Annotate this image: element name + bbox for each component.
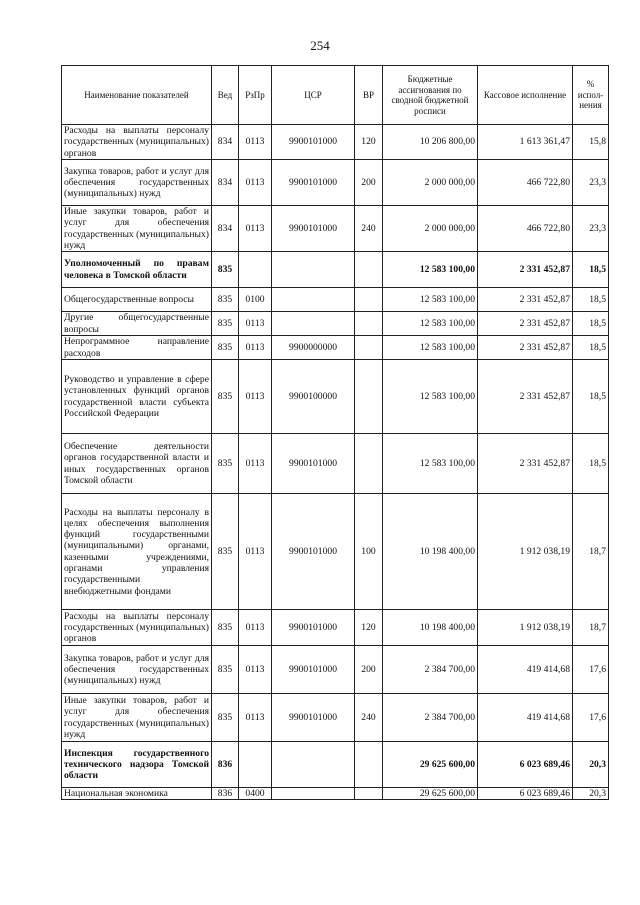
row-rzpr: 0113 [239,494,272,610]
page-number: 254 [310,38,330,53]
row-vr [355,288,383,312]
table-row [62,494,609,610]
row-assign: 12 583 100,00 [383,336,478,360]
row-ved: 835 [212,252,239,288]
row-ved: 835 [212,646,239,694]
row-rzpr: 0113 [239,160,272,206]
table-row [62,125,609,160]
row-cash: 2 331 452,87 [478,336,573,360]
row-name: Уполномоченный по правам человека в Томской области [62,252,212,288]
row-csr [272,288,355,312]
row-csr [272,788,355,800]
row-name: Закупка товаров, работ и услуг для обеспечения государственных (муниципальных) нужд [62,160,212,206]
header-ved: Вед [212,66,239,125]
header-cash: Кассовое исполнение [478,66,573,125]
row-csr: 9900101000 [272,206,355,252]
row-assign: 12 583 100,00 [383,252,478,288]
row-vr: 200 [355,160,383,206]
header-assign: Бюджетные ассигнования по сводной бюджетной росписи [383,66,478,125]
table-row [62,360,609,434]
table-row [62,160,609,206]
header-csr: ЦСР [272,66,355,125]
row-name: Закупка товаров, работ и услуг для обеспечения государственных (муниципальных) нужд [62,646,212,694]
row-pct: 17,6 [573,694,609,742]
row-name: Иные закупки товаров, работ и услуг для обеспечения государственных (муниципальных) нужд [62,206,212,252]
row-pct: 23,3 [573,206,609,252]
row-vr: 200 [355,646,383,694]
row-ved: 835 [212,694,239,742]
table-row [62,252,609,288]
table-row [62,206,609,252]
row-ved: 835 [212,434,239,494]
row-cash: 2 331 452,87 [478,288,573,312]
row-pct: 17,6 [573,646,609,694]
row-assign: 12 583 100,00 [383,360,478,434]
table-row [62,288,609,312]
row-ved: 835 [212,336,239,360]
row-ved: 835 [212,360,239,434]
row-name: Расходы на выплаты персоналу государственных (муниципальных) органов [62,125,212,160]
row-pct: 18,7 [573,494,609,610]
row-name: Общегосударственные вопросы [62,288,212,312]
row-name: Руководство и управление в сфере установленных функций органов государственной власти субъекта Российской Федерации [62,360,212,434]
row-rzpr: 0113 [239,610,272,646]
row-pct: 18,5 [573,312,609,336]
row-vr [355,434,383,494]
row-rzpr: 0113 [239,206,272,252]
row-ved: 834 [212,206,239,252]
row-pct: 18,5 [573,336,609,360]
row-cash: 2 331 452,87 [478,434,573,494]
row-assign: 10 206 800,00 [383,125,478,160]
table-row [62,336,609,360]
row-name: Национальная экономика [62,788,212,800]
header-pct: % испол-нения [573,66,609,125]
row-pct: 18,5 [573,360,609,434]
row-cash: 1 912 038,19 [478,610,573,646]
row-vr [355,788,383,800]
row-assign: 12 583 100,00 [383,288,478,312]
row-csr [272,742,355,788]
row-csr: 9900101000 [272,610,355,646]
row-rzpr: 0113 [239,336,272,360]
row-ved: 835 [212,494,239,610]
row-cash: 6 023 689,46 [478,788,573,800]
header-name: Наименование показателей [62,66,212,125]
row-assign: 29 625 600,00 [383,742,478,788]
row-rzpr: 0400 [239,788,272,800]
row-csr: 9900101000 [272,125,355,160]
row-vr: 120 [355,610,383,646]
table-row [62,646,609,694]
header-vr: ВР [355,66,383,125]
budget-table [61,65,609,800]
row-name: Расходы на выплаты персоналу государственных (муниципальных) органов [62,610,212,646]
row-name: Инспекция государственного технического надзора Томской области [62,742,212,788]
row-vr [355,360,383,434]
row-cash: 6 023 689,46 [478,742,573,788]
row-cash: 466 722,80 [478,206,573,252]
row-assign: 2 000 000,00 [383,160,478,206]
row-vr: 240 [355,206,383,252]
row-csr: 9900101000 [272,494,355,610]
row-pct: 20,3 [573,742,609,788]
row-cash: 1 613 361,47 [478,125,573,160]
row-pct: 18,5 [573,434,609,494]
row-vr: 100 [355,494,383,610]
row-cash: 419 414,68 [478,694,573,742]
row-assign: 29 625 600,00 [383,788,478,800]
row-csr: 9900100000 [272,360,355,434]
row-cash: 2 331 452,87 [478,360,573,434]
row-ved: 836 [212,742,239,788]
row-vr [355,336,383,360]
row-cash: 466 722,80 [478,160,573,206]
row-rzpr: 0100 [239,288,272,312]
row-csr: 9900101000 [272,434,355,494]
header-rzpr: РзПр [239,66,272,125]
row-pct: 18,5 [573,252,609,288]
row-cash: 2 331 452,87 [478,252,573,288]
row-rzpr: 0113 [239,434,272,494]
row-assign: 10 198 400,00 [383,610,478,646]
row-csr: 9900101000 [272,160,355,206]
row-cash: 1 912 038,19 [478,494,573,610]
row-pct: 18,5 [573,288,609,312]
row-assign: 12 583 100,00 [383,434,478,494]
row-pct: 15,8 [573,125,609,160]
row-ved: 834 [212,160,239,206]
row-csr [272,312,355,336]
row-vr: 240 [355,694,383,742]
row-csr: 9900101000 [272,646,355,694]
row-vr [355,742,383,788]
row-vr [355,312,383,336]
table-row [62,434,609,494]
table-header [62,66,609,125]
row-rzpr: 0113 [239,646,272,694]
row-pct: 18,7 [573,610,609,646]
row-name: Иные закупки товаров, работ и услуг для обеспечения государственных (муниципальных) нужд [62,694,212,742]
table-row [62,312,609,336]
table-row [62,610,609,646]
table-row [62,742,609,788]
row-ved: 835 [212,312,239,336]
row-vr [355,252,383,288]
row-assign: 2 384 700,00 [383,694,478,742]
table-body [62,125,609,800]
row-ved: 834 [212,125,239,160]
row-pct: 23,3 [573,160,609,206]
row-name: Другие общегосударственные вопросы [62,312,212,336]
row-ved: 836 [212,788,239,800]
row-csr [272,252,355,288]
row-rzpr [239,742,272,788]
table-row [62,788,609,800]
row-ved: 835 [212,610,239,646]
row-pct: 20,3 [573,788,609,800]
row-assign: 2 000 000,00 [383,206,478,252]
row-rzpr [239,252,272,288]
row-cash: 419 414,68 [478,646,573,694]
row-name: Непрограммное направление расходов [62,336,212,360]
row-csr: 9900000000 [272,336,355,360]
row-name: Расходы на выплаты персоналу в целях обеспечения выполнения функций государственными (муниципальными) органами, казенными учреждениями, органами управления государственными внебюджетными фондами [62,494,212,610]
row-vr: 120 [355,125,383,160]
row-csr: 9900101000 [272,694,355,742]
row-name: Обеспечение деятельности органов государственной власти и иных государственных органов Томской области [62,434,212,494]
row-assign: 10 198 400,00 [383,494,478,610]
row-cash: 2 331 452,87 [478,312,573,336]
row-rzpr: 0113 [239,125,272,160]
row-rzpr: 0113 [239,694,272,742]
row-assign: 12 583 100,00 [383,312,478,336]
row-rzpr: 0113 [239,360,272,434]
row-assign: 2 384 700,00 [383,646,478,694]
row-ved: 835 [212,288,239,312]
table-row [62,694,609,742]
row-rzpr: 0113 [239,312,272,336]
